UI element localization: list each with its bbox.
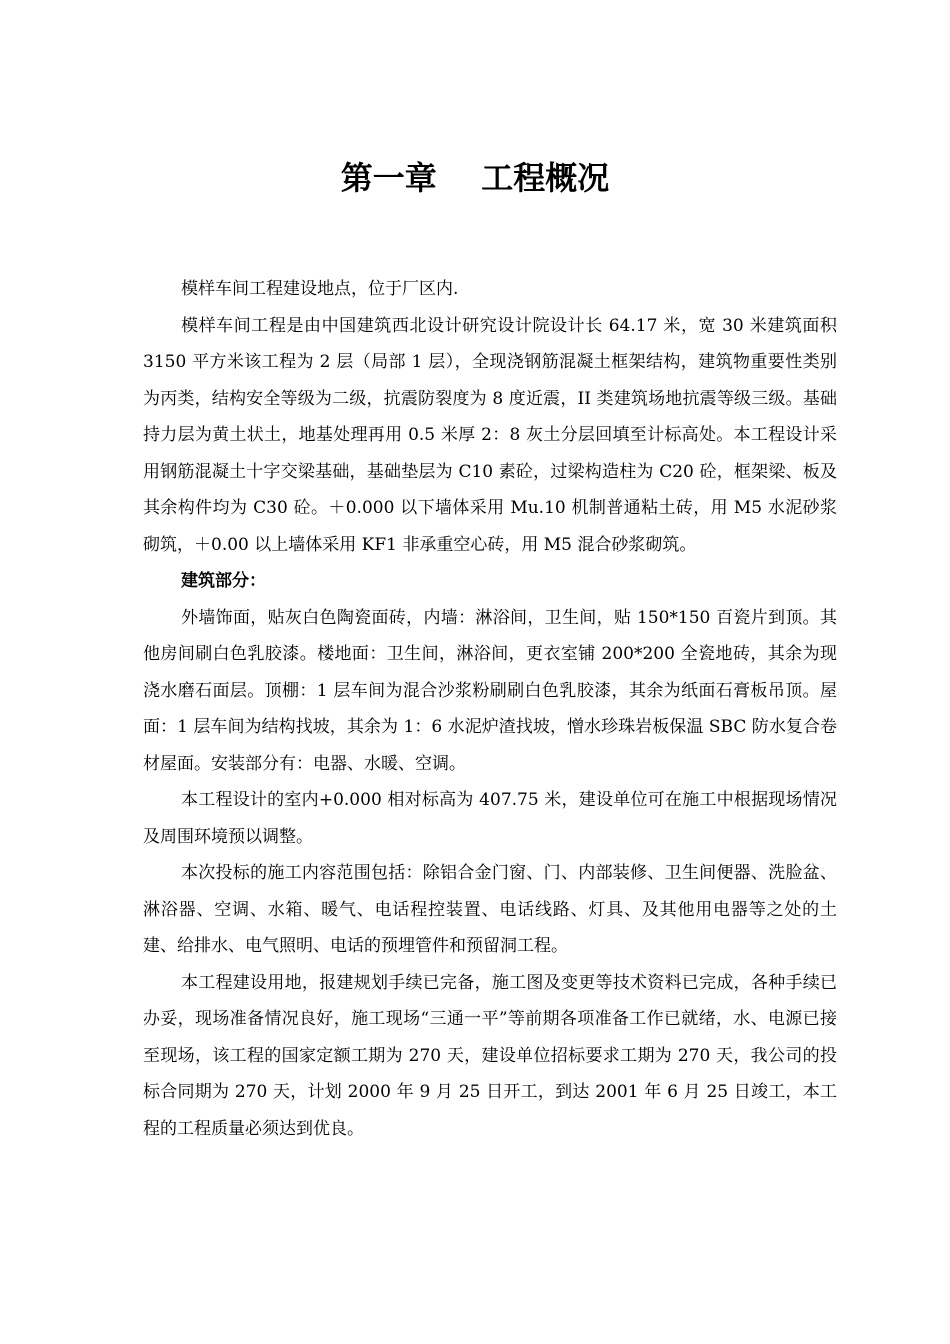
chapter-title: 第一章 工程概况 bbox=[340, 159, 610, 197]
section-heading-architecture: 建筑部分： bbox=[181, 571, 266, 591]
paragraph-scope: 本次投标的施工内容范围包括：除铝合金门窗、门、内部装修、卫生间便器、洗脸盆、淋浴器、空调、水箱、暖气、电话程控装置、电话线路、灯具、及其他用电器等之处的土建、给排水、电气照明、电话的预埋管件和预留洞工程。 bbox=[143, 863, 837, 956]
paragraph-finishes: 外墙饰面，贴灰白色陶瓷面砖，内墙：淋浴间，卫生间，贴 150*150 百瓷片到顶。其他房间刷白色乳胶漆。楼地面：卫生间，淋浴间，更衣室铺 200*200 全瓷地砖，其余为现浇水磨石面层。顶棚：1 层车间为混合沙浆粉刷刷白色乳胶漆，其余为纸面石膏板吊顶。屋面：1 层车间为结构找坡，其余为 1：6 水泥炉渣找坡，憎水珍珠岩板保温 SBC 防水复合卷材屋面。安装部分有：电器、水暖、空调。 bbox=[143, 607, 837, 774]
paragraph-location: 模样车间工程建设地点，位于厂区内. bbox=[181, 279, 459, 299]
paragraph-schedule: 本工程建设用地，报建规划手续已完备，施工图及变更等技术资料已完成，各种手续已办妥，现场准备情况良好，施工现场“三通一平”等前期各项准备工作已就绪，水、电源已接至现场，该工程的国家定额工期为 270 天，建设单位招标要求工期为 270 天，我公司的投标合同期为 270 天，计划 2000 年 9 月 25 日开工，到达 2001 年 6 月 25 日竣工，本工程的工程质量必须达到优良。 bbox=[143, 972, 837, 1139]
paragraph-structure: 模样车间工程是由中国建筑西北设计研究设计院设计长 64.17 米，宽 30 米建筑面积 3150 平方米该工程为 2 层（局部 1 层），全现浇钢筋混凝土框架结构，建筑物重要性类别为丙类，结构安全等级为二级，抗震防裂度为 8 度近震，II 类建筑场地抗震等级三级。基础持力层为黄土状土，地基处理再用 0.5 米厚 2：8 灰土分层回填至计标高处。本工程设计采用钢筋混凝土十字交梁基础，基础垫层为 C10 素砼，过梁构造柱为 C20 砼，框架梁、板及其余构件均为 C30 砼。＋0.000 以下墙体采用 Mu.10 机制普通粘土砖，用 M5 水泥砂浆砌筑，＋0.00 以上墙体采用 KF1 非承重空心砖，用 M5 混合砂浆砌筑。 bbox=[143, 315, 837, 555]
paragraph-elevation: 本工程设计的室内+0.000 相对标高为 407.75 米，建设单位可在施工中根据现场情况及周围环境预以调整。 bbox=[143, 790, 837, 847]
document-body bbox=[143, 271, 837, 1147]
